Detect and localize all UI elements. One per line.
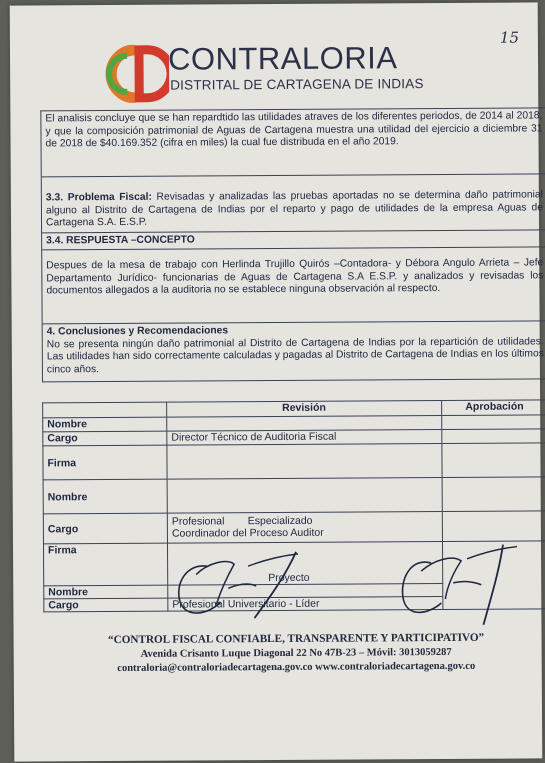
label-cargo-3: Cargo <box>44 598 168 612</box>
contraloria-cd-logo <box>97 45 169 103</box>
brand-subtitle: DISTRITAL DE CARTAGENA DE INDIAS <box>170 76 424 93</box>
footer-contact: contraloria@contraloriadecartagena.gov.co www.contraloriadecartagena.gov.co <box>117 660 476 674</box>
section-3-3-number: 3.3. <box>45 192 64 204</box>
col-revision: Revisión <box>167 400 442 417</box>
section-3-4-text: Despues de la mesa de trabajo con Herlinda Trujillo Quirós –Contadora- y Débora Angulo Arrieta – Jefe Departamento Jurídico- funcionarias de Aguas de Cartagena S.A E.S.P. y analizados y revisadas los documentos allegados a la auditoria no se establece ninguna observación al respecto. <box>42 247 545 324</box>
label-nombre-1: Nombre <box>43 417 167 432</box>
footer-address: Avenida Crisanto Luque Diagonal 22 No 47B-23 – Móvil: 3013059287 <box>140 646 452 660</box>
document-page <box>10 2 543 761</box>
label-firma-1: Firma <box>43 445 167 480</box>
section-3-4-title: 3.4. RESPUESTA –CONCEPTO <box>42 230 545 250</box>
proyecto-label: Proyecto <box>268 571 310 585</box>
section-4-text: No se presenta ningún daño patrimonial al Distrito de Cartagena de Indias por la repartición de utilidades. Las utilidades han sido correctamente calculadas y pagadas al Distrito de Cartagena de Indias en los últimos cinco años. <box>46 335 544 376</box>
firma-1-approval <box>442 443 545 478</box>
nombre-1-approval <box>441 415 545 430</box>
cargo-2-line2: Coordinador del Proceso Auditor <box>171 526 324 540</box>
label-nombre-2: Nombre <box>43 479 167 514</box>
report-sections <box>40 107 545 382</box>
brand-name: CONTRALORIA <box>167 40 398 77</box>
section-3-3-title: Problema Fiscal: <box>67 191 152 204</box>
header-empty <box>43 402 167 418</box>
signature-revision-handwritten <box>168 544 318 625</box>
cargo-2-line1: Profesional Especializado <box>171 514 313 528</box>
section-4 <box>43 321 545 382</box>
label-cargo-2: Cargo <box>43 513 167 544</box>
section-3-3-text: Revisadas y analizadas las pruebas aportadas no se determina daño patrimonial alguno al Distrito de Cartagena de Indias por el reparto y pago de utilidades de la empresa Aguas de Cartagena S.A. E.S.P. <box>45 189 543 229</box>
analysis-paragraph: El analisis concluye que se han repardtido las utilidades atraves de los diferentes periodos, de 2014 al 2018, y que la composición patrimonial de Aguas de Cartagena muestra una utilidad del ejercicio a diciembre 31 de 2018 de $40.169.352 (cifra en miles) la cual fue distribuda en el año 2019. <box>41 108 545 177</box>
cargo-1-value: Director Técnico de Auditoria Fiscal <box>167 429 442 445</box>
nombre-2-value <box>167 477 442 513</box>
cargo-3-value: Profesional Universitario - Líder <box>168 596 443 611</box>
header-logo <box>97 40 427 103</box>
cargo-2-approval <box>442 511 545 542</box>
label-cargo-1: Cargo <box>43 431 167 446</box>
nombre-2-approval <box>442 477 545 512</box>
signature-aprobacion-handwritten <box>391 540 532 631</box>
section-3-3 <box>42 174 545 233</box>
firma-1-value <box>167 443 442 479</box>
page-number: 15 <box>499 28 520 47</box>
section-4-title: 4. Conclusiones y Recomendaciones <box>46 325 229 338</box>
label-nombre-3: Nombre <box>44 585 168 599</box>
cargo-1-approval <box>441 429 545 444</box>
cargo-2-value <box>167 511 442 543</box>
label-firma-2: Firma <box>43 543 167 586</box>
col-aprobacion: Aprobación <box>441 400 545 416</box>
footer-motto: “CONTROL FISCAL CONFIABLE, TRANSPARENTE Y PARTICIPATIVO” <box>107 631 485 647</box>
